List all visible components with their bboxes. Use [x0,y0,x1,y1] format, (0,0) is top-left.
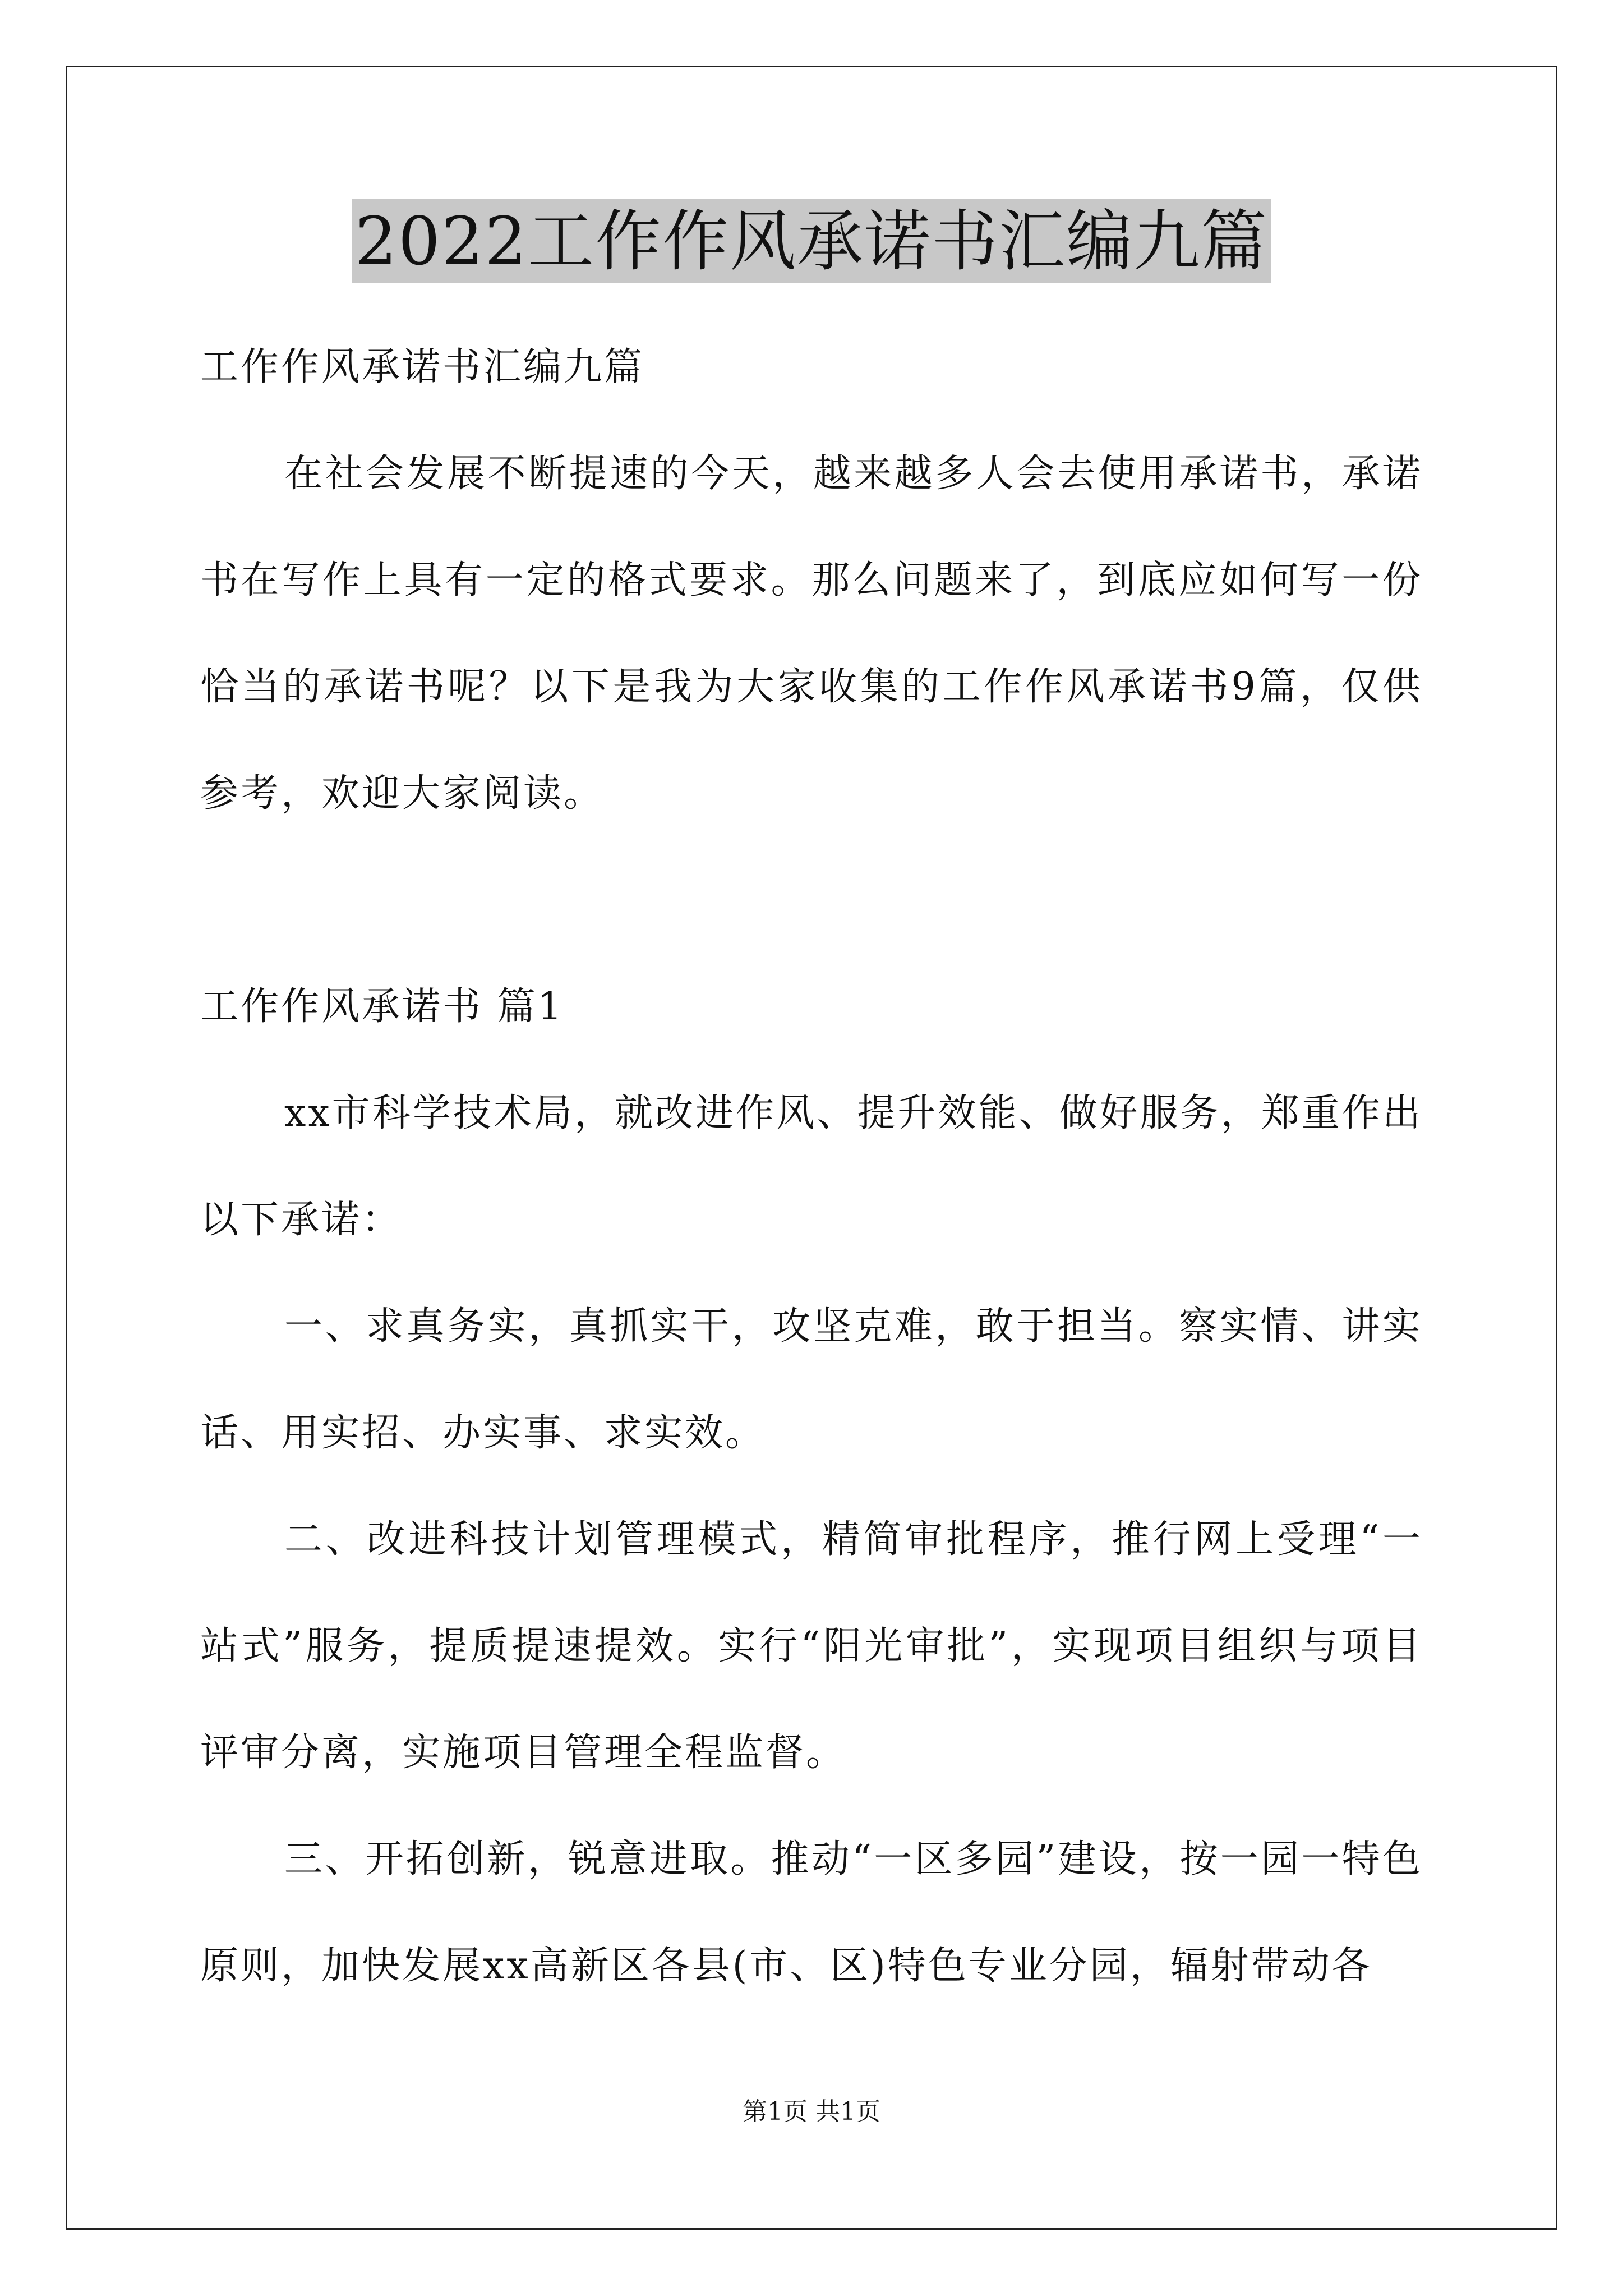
page-number: 第1页 共1页 [743,2097,880,2126]
page-footer [0,2095,1623,2129]
document-body [200,314,1423,2019]
body-paragraph: xx市科学技术局，就改进作风、提升效能、做好服务，郑重作出以下承诺： [200,1091,1423,1242]
body-paragraph: 一、求真务实，真抓实干，攻坚克难，敢于担当。察实情、讲实话、用实招、办实事、求实效。 [200,1304,1423,1455]
subtitle: 工作作风承诺书汇编九篇 [200,345,645,389]
intro-paragraph: 在社会发展不断提速的今天，越来越多人会去使用承诺书，承诺书在写作上具有一定的格式要求。那么问题来了，到底应如何写一份恰当的承诺书呢？以下是我为大家收集的工作作风承诺书9篇，仅供参考，欢迎大家阅读。 [200,452,1423,816]
document-title: 2022工作作风承诺书汇编九篇 [352,199,1271,283]
spacer [200,847,1423,954]
body-paragraph: 二、改进科技计划管理模式，精简审批程序，推行网上受理“一站式”服务，提质提速提效。实行“阳光审批”，实现项目组织与项目评审分离，实施项目管理全程监督。 [200,1517,1423,1775]
body-paragraph: 三、开拓创新，锐意进取。推动“一区多园”建设，按一园一特色原则，加快发展xx高新区各县(市、区)特色专业分园，辐射带动各 [200,1837,1423,1988]
title-container [0,199,1623,283]
section-heading: 工作作风承诺书 篇1 [200,984,564,1029]
